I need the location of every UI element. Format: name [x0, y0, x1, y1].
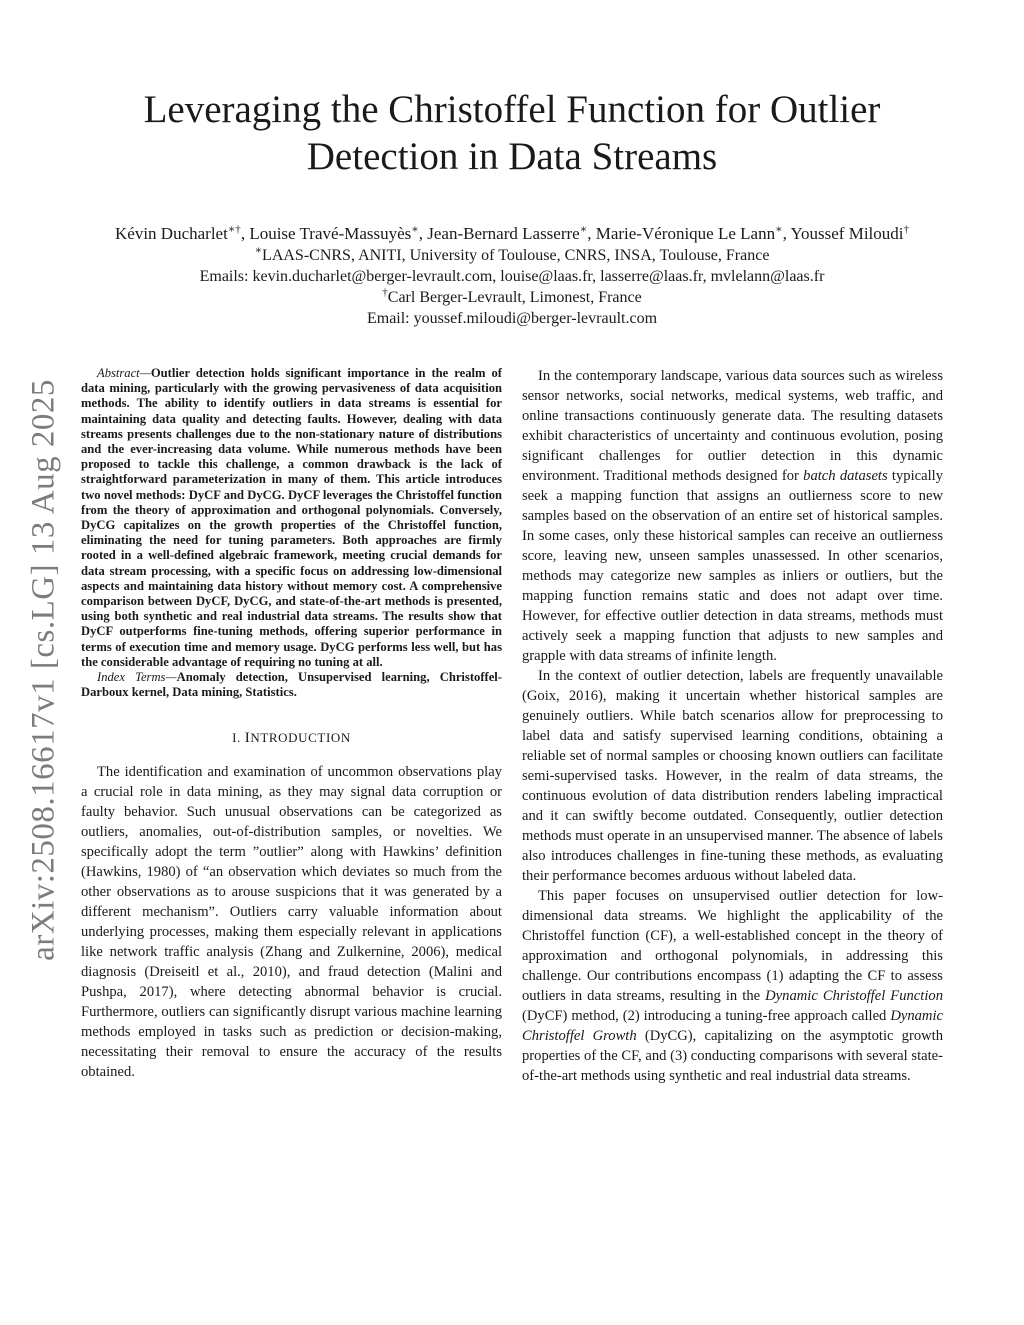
arxiv-identifier-stamp: arXiv:2508.16617v1 [cs.LG] 13 Aug 2025	[25, 379, 62, 961]
affiliation-1-text: LAAS-CNRS, ANITI, University of Toulouse, CNRS, INSA, Toulouse, France	[262, 247, 770, 264]
abstract-text: Outlier detection holds significant importance in the realm of data mining, particularly with the growing pervasiveness of data acquisition methods. The ability to identify outliers in data streams is essential for maintaining data quality and detecting faults. However, dealing with data streams presents challenges due to the non-stationary nature of distributions and the ever-increasing data volume. While numerous methods have been proposed to tackle this challenge, a common drawback is the lack of straightforward parameterization in many of them. This article introduces two novel methods: DyCF and DyCG. DyCF leverages the Christoffel function from the theory of approximation and orthogonal polynomials. Conversely, DyCG capitalizes on the growth properties of the Christoffel function, eliminating the need for tuning parameters. Both approaches are firmly rooted in a well-defined algebraic framework, meeting crucial demands for data stream processing, with a specific focus on addressing low-dimensional aspects and maintaining data history without memory cost. A comprehensive comparison between DyCF, DyCG, and state-of-the-art methods is presented, using both synthetic and real industrial data streams. The results show that DyCF outperforms fine-tuning methods, offering superior performance in terms of execution time and memory usage. DyCG performs less well, but has the considerable advantage of requiring no tuning at all.	[81, 366, 502, 669]
section-initial: I	[244, 730, 251, 747]
p4-text-b: (DyCF) method, (2) introducing a tuning-free approach called	[522, 1008, 891, 1024]
p4-text-a: This paper focuses on unsupervised outlier detection for low-dimensional data streams. We highlight the applicability of the Christoffel function (CF), a well-established concept in the theory of approximation and orthogonal polynomials, in addressing this challenge. Our contributions encompass (1) adapting the CF to assess outliers in data streams, resulting in the	[522, 888, 943, 1004]
intro-paragraph-2	[522, 366, 943, 666]
author-name: Kévin Ducharlet	[115, 224, 228, 243]
index-terms	[81, 670, 502, 700]
p4-emphasis-dycg: Dynamic Christoffel Growth	[522, 1008, 943, 1044]
section-heading-introduction	[81, 728, 502, 748]
affiliation-2	[40, 287, 984, 308]
author-marks: ∗	[775, 223, 783, 236]
intro-paragraph-4	[522, 886, 943, 1086]
affiliation-1	[40, 245, 984, 266]
author-list: Kévin Ducharlet∗†, Louise Travé-Massuyès∗, Jean-Bernard Lasserre∗, Marie-Véronique Le Lann∗, Youssef Miloudi†	[115, 223, 909, 243]
right-column	[522, 366, 943, 1086]
p2-emphasis: batch datasets	[803, 468, 888, 484]
p2-text-a: In the contemporary landscape, various data sources such as wireless sensor networks, social networks, medical systems, web traffic, and online transactions continuously generate data. The resulting datasets exhibit characteristics of uncertainty and continuous evolution, posing significant challenges for outlier detection in this dynamic environment. Traditional methods designed for	[522, 368, 943, 484]
index-terms-lead: Index Terms—	[97, 670, 177, 685]
affiliation-mark: ∗	[254, 244, 263, 257]
intro-paragraph-3: In the context of outlier detection, labels are frequently unavailable (Goix, 2016), making it uncertain whether historical samples are genuinely outliers. While batch scenarios allow for preprocessing to label data and satisfy supervised learning conditions, obtaining a reliable set of normal samples or choosing known outliers can facilitate semi-supervised tasks. However, in the realm of data streams, the continuous evolution of data distribution renders labeling impractical and it can swiftly become outdated. Consequently, outlier detection methods must operate in an unsupervised manner. The absence of labels also introduces challenges in fine-tuning these methods, as evaluating their performance becomes arduous without labeled data.	[522, 668, 943, 884]
abstract	[81, 366, 502, 670]
p4-emphasis-dycf: Dynamic Christoffel Function	[765, 988, 943, 1004]
author-name: Marie-Véronique Le Lann	[595, 224, 776, 243]
author-name: Jean-Bernard Lasserre	[427, 224, 580, 243]
left-column	[81, 366, 502, 1082]
emails-1: Emails: kevin.ducharlet@berger-levrault.com, louise@laas.fr, lasserre@laas.fr, mvlelann@laas.fr	[199, 268, 825, 285]
affiliation-2-text: Carl Berger-Levrault, Limonest, France	[387, 289, 642, 306]
author-name: Louise Travé-Massuyès	[249, 224, 412, 243]
author-name: Youssef Miloudi	[790, 224, 904, 243]
section-title-rest: NTRODUCTION	[250, 730, 351, 746]
author-marks: ∗†	[227, 223, 241, 236]
index-terms-text: Anomaly detection, Unsupervised learning, Christoffel-Darboux kernel, Data mining, Statistics.	[81, 670, 502, 700]
author-marks: ∗	[579, 223, 588, 236]
affiliation-mark: †	[382, 286, 388, 299]
section-numeral: I.	[232, 730, 245, 746]
intro-paragraph-1: The identification and examination of uncommon observations play a crucial role in data mining, as they may signal data corruption or faulty behavior. Such unusual observations can be categorized as outliers, anomalies, out-of-distribution samples, or novelties. We specifically adopt the term ”outlier” along with Hawkins’ definition (Hawkins, 1980) of “an observation which deviates so much from the other observations as to arouse suspicions that it was generated by a different mechanism”. Outliers carry valuable information about underlying processes, making them especially relevant in applications like network traffic analysis (Zhang and Zulkernine, 2006), medical diagnosis (Dreiseitl et al., 2010), and fraud detection (Malini and Pushpa, 2017), where detecting abnormal behavior is crucial. Furthermore, outliers can significantly disrupt various machine learning methods employed in tasks such as prediction or decision-making, necessitating their removal to ensure the accuracy of the results obtained.	[81, 764, 502, 1081]
author-block	[40, 222, 984, 329]
p4-text-c: (DyCG), capitalizing on the asymptotic growth properties of the CF, and (3) conducting comparisons with several state-of-the-art methods using synthetic and real industrial data streams.	[522, 1028, 944, 1084]
emails-2: Email: youssef.miloudi@berger-levrault.com	[366, 310, 658, 327]
paper-title	[80, 86, 944, 180]
abstract-lead: Abstract—	[97, 366, 151, 380]
author-marks: †	[903, 223, 909, 236]
p2-text-b: typically seek a mapping function that assigns an outlierness score to new samples based on the observation of an entire set of historical samples. In some cases, only these historical samples can receive an outlierness score, leaving new, unseen samples unassessed. In other scenarios, methods may categorize new samples as inliers or outliers, but the mapping function remains static and does not adapt over time. However, for effective outlier detection in data streams, methods must actively seek a mapping function that adjusts to new samples and grapple with data streams of infinite length.	[522, 468, 943, 664]
title-line-2: Detection in Data Streams	[306, 135, 718, 178]
author-marks: ∗	[411, 223, 419, 236]
title-line-1: Leveraging the Christoffel Function for Outlier	[143, 88, 881, 131]
